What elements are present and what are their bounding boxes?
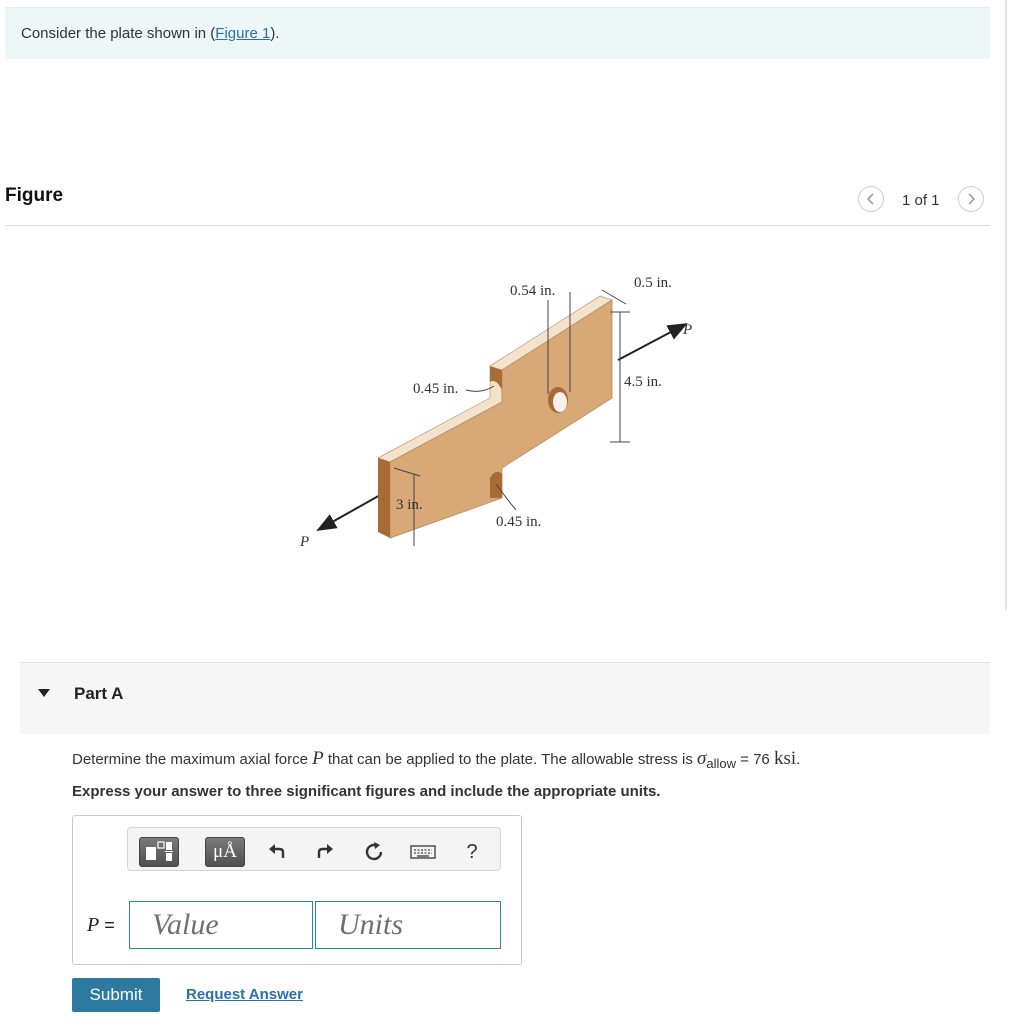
force-arrow-left: [318, 494, 382, 530]
figure-divider: [5, 225, 990, 226]
label-3: 3 in.: [396, 497, 423, 513]
math-toolbar: [127, 827, 501, 871]
help-button[interactable]: ?: [466, 840, 478, 863]
figure-heading: Figure: [5, 185, 64, 206]
label-045-top: 0.45 in.: [413, 381, 459, 397]
pager-count: 1 of 1: [902, 192, 940, 209]
label-force-right: P: [683, 322, 693, 338]
question-unit: ksi: [773, 748, 797, 769]
keyboard-button[interactable]: [409, 837, 437, 867]
figure-link[interactable]: Figure 1: [215, 25, 271, 42]
label-054: 0.54 in.: [510, 283, 556, 299]
sigma-subscript: allow: [706, 756, 736, 771]
pager-prev-button[interactable]: [858, 186, 884, 212]
answer-equals: =: [99, 915, 115, 935]
plate-figure: [290, 262, 710, 562]
reset-button[interactable]: [360, 837, 388, 867]
question-var: P: [312, 748, 324, 769]
label-45: 4.5 in.: [624, 374, 662, 390]
figure-pager: [856, 186, 990, 214]
submit-button[interactable]: Submit: [72, 978, 160, 1012]
intro-banner: [5, 7, 990, 59]
instruction-text: Express your answer to three significant figures and include the appropriate units.: [72, 783, 661, 800]
templates-button[interactable]: [139, 837, 179, 867]
plate-front-face: [390, 300, 612, 538]
question-eq: = 76: [736, 751, 774, 768]
plate-left-edge: [378, 458, 390, 538]
redo-button[interactable]: [310, 837, 338, 867]
chevron-left-icon: [866, 193, 876, 205]
label-force-left: P: [300, 534, 310, 550]
request-answer-link[interactable]: Request Answer: [186, 986, 303, 1003]
answer-var: P: [87, 914, 100, 936]
answer-variable-label: [87, 914, 115, 937]
question-mid: that can be applied to the plate. The allowable stress is: [323, 751, 697, 768]
question-before: Determine the maximum axial force: [72, 751, 313, 768]
intro-text-after: ).: [270, 25, 280, 42]
chevron-right-icon: [966, 193, 976, 205]
caret-down-icon[interactable]: [38, 689, 50, 697]
plate-hole-inner: [553, 392, 567, 412]
redo-icon: [313, 842, 335, 862]
value-input[interactable]: [129, 901, 313, 949]
answer-box: [72, 815, 522, 965]
intro-text-before: Consider the plate shown in (: [21, 25, 216, 42]
undo-icon: [267, 842, 289, 862]
units-button[interactable]: μÅ: [205, 837, 245, 867]
pager-next-button[interactable]: [958, 186, 984, 212]
scrollbar-track: [1005, 0, 1007, 610]
question-end: .: [796, 751, 801, 768]
force-arrow-right: [618, 324, 686, 360]
label-045-bottom: 0.45 in.: [496, 514, 542, 530]
keyboard-icon: [410, 843, 436, 861]
label-05: 0.5 in.: [634, 275, 672, 291]
plate-notch-bottom: [490, 472, 502, 498]
intro-text: [21, 25, 279, 42]
part-a-header[interactable]: [20, 662, 990, 734]
part-title: Part A: [74, 684, 124, 703]
units-input[interactable]: [315, 901, 501, 949]
undo-button[interactable]: [264, 837, 292, 867]
sigma-symbol: σ: [697, 748, 707, 769]
templates-icon: [140, 838, 178, 866]
question-text: [72, 748, 800, 770]
reset-icon: [362, 840, 386, 864]
